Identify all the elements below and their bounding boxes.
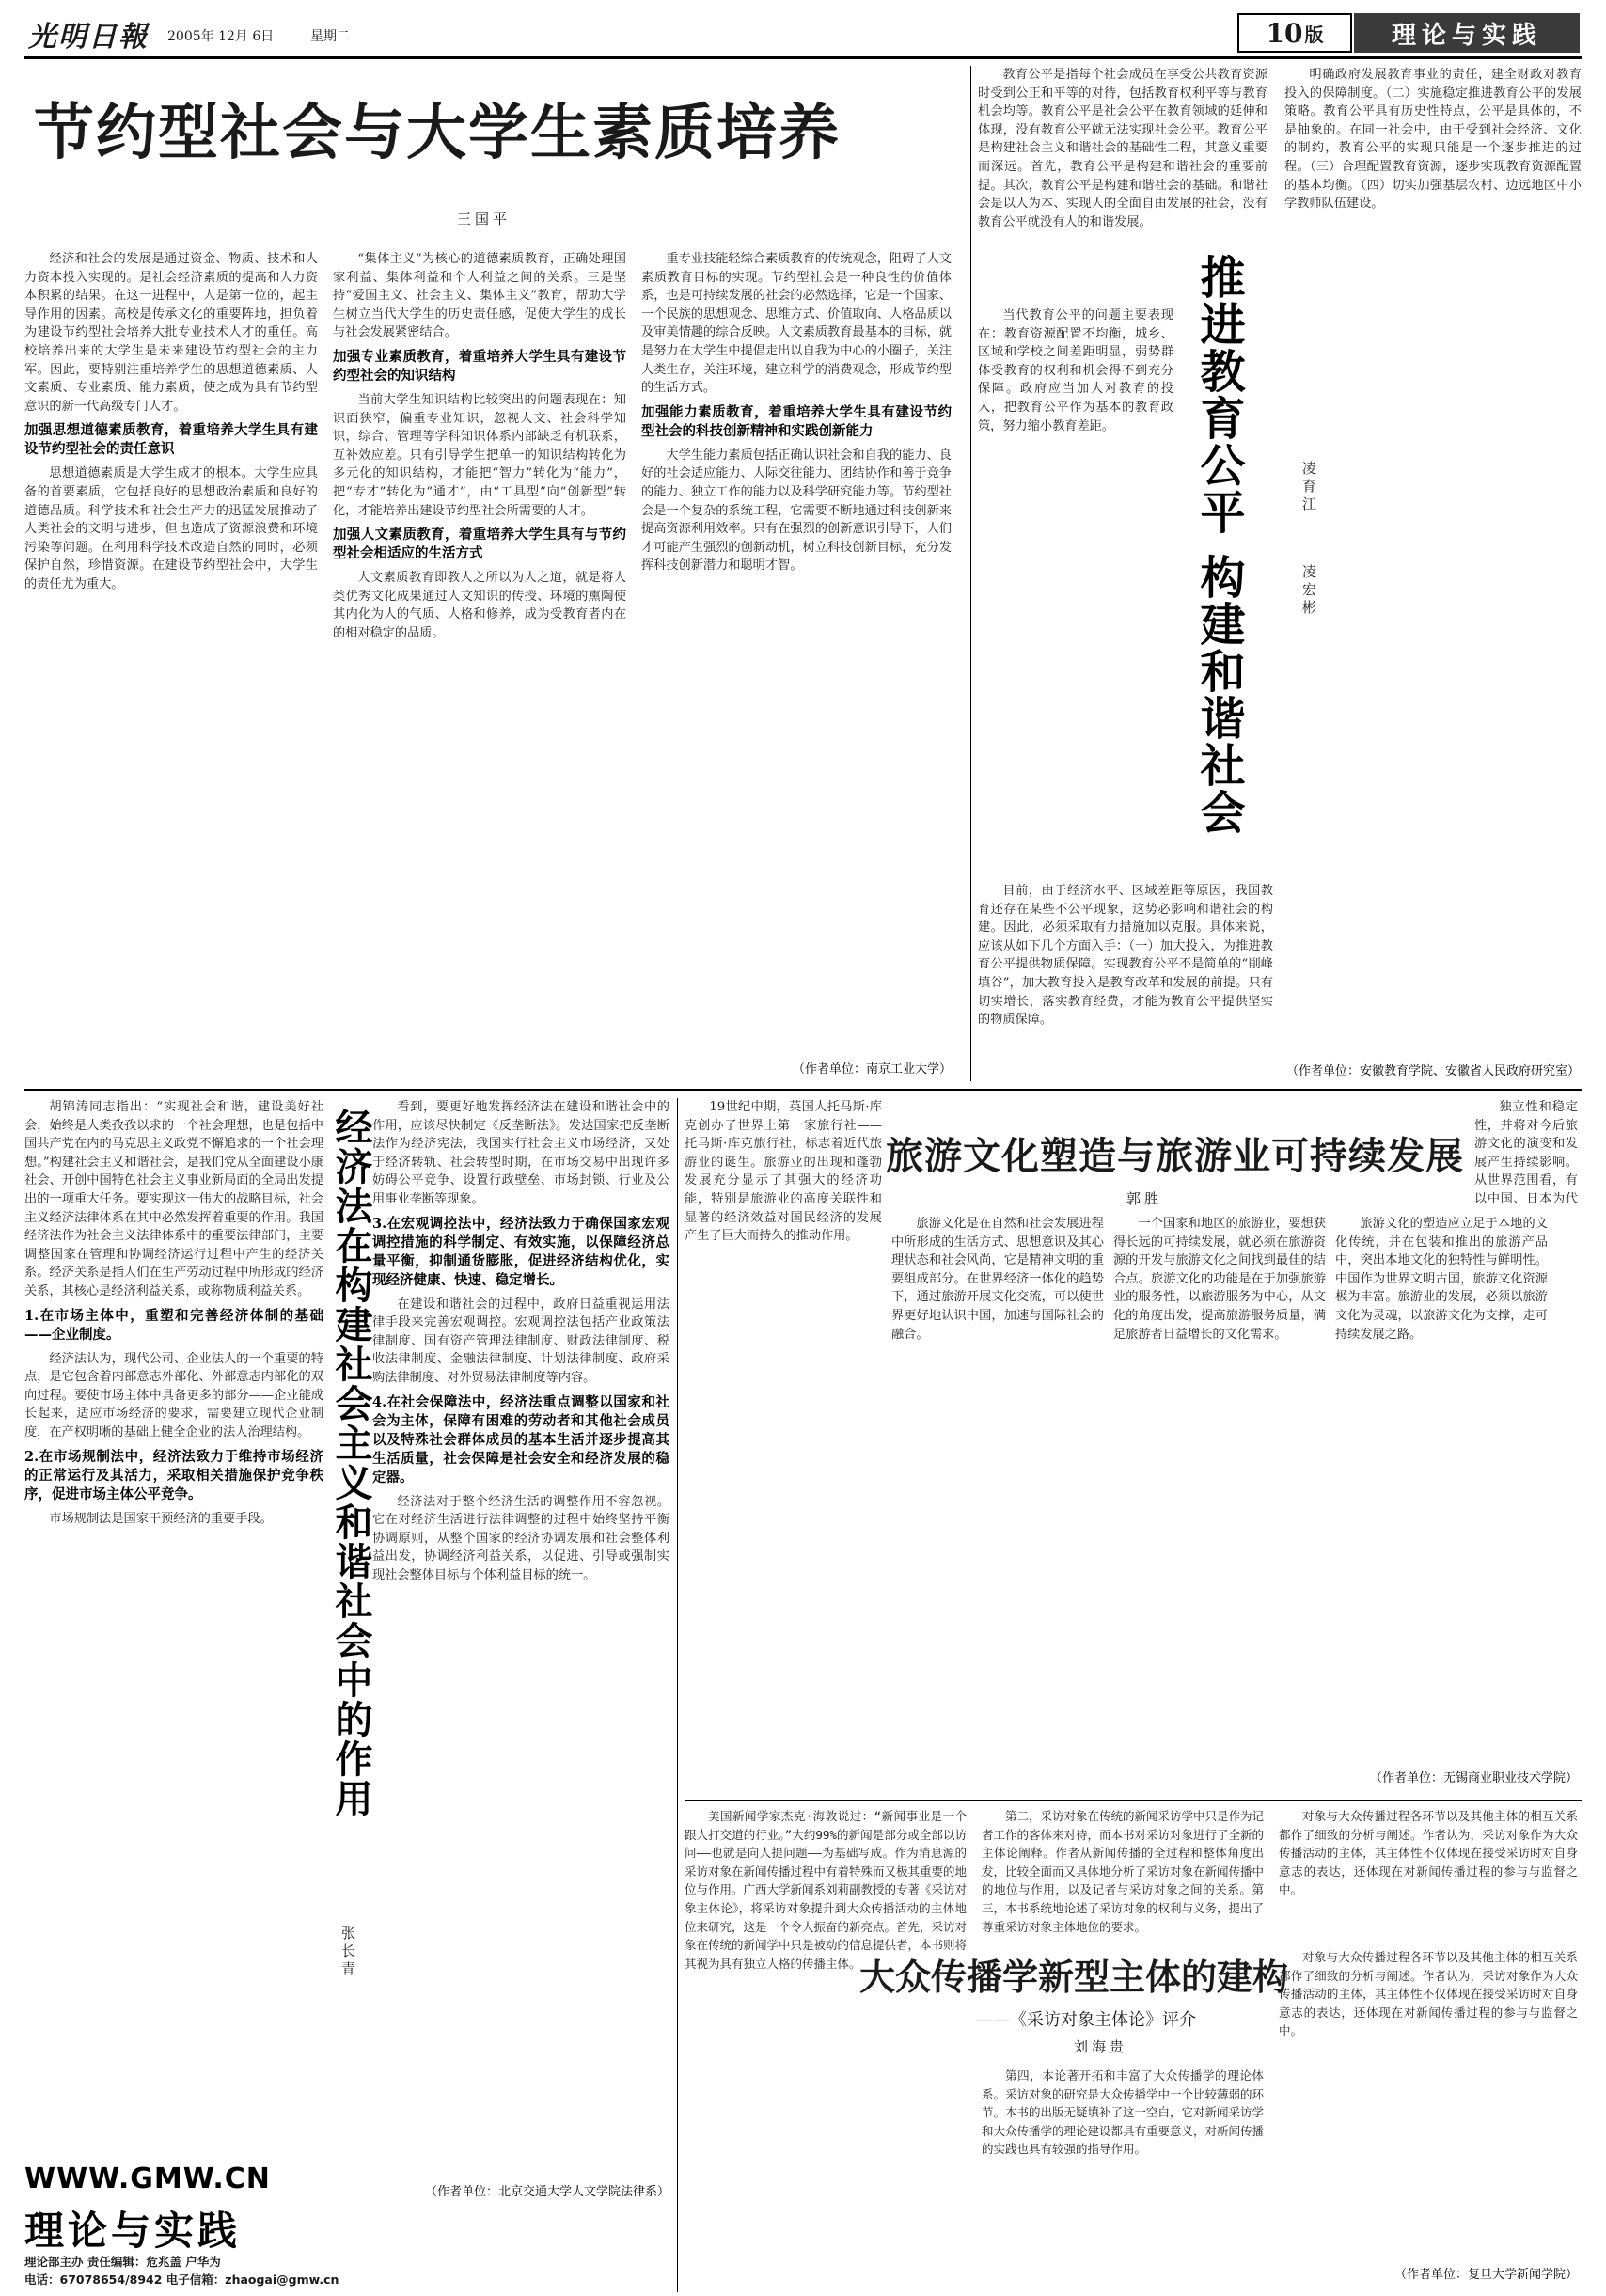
article-author: 凌宏彬 — [1300, 564, 1317, 618]
page-unit: 版 — [1304, 23, 1324, 46]
article-title: 推进教育公平 构建和谐社会 — [1192, 254, 1245, 836]
article-title: 大众传播学新型主体的建构 — [859, 1956, 1289, 1998]
paragraph: 教育公平是指每个社会成员在享受公共教育资源时受到公正和平等的对待，包括教育权利平等与教育机会均等。教育公平是社会公平在教育领域的延伸和体现，没有教育公平就无法实现社会公平。教育公平是构建社会主义和谐社会的基础性工程，其意义重要而深远。首先，教育公平是构建和谐社会的重要前提。其次，教育公平是构建和谐社会的基础。和谐社会是以人为本、实现人的全面自由发展的社会，没有教育公平就没有人的和谐发展。 — [978, 68, 1267, 229]
subheading: 3.在宏观调控法中，经济法致力于确保国家宏观调控措施的科学制定、有效实施，以保障经济总量平衡，抑制通货膨胀，促进经济结构优化，实现经济健康、快速、稳定增长。 — [372, 1215, 669, 1288]
paragraph: 第二，采访对象在传统的新闻采访学中只是作为记者工作的客体来对待，而本书对采访对象进行了全新的主体论阐释。作者从新闻传播的全过程和整体角度出发，比较全面而又具体地分析了采访对象在新闻传播中的地位与作用，以及记者与采访对象之间的关系。第三，本书系统地论述了采访对象的权利与义务，提出了尊重采访对象主体地位的要求。 — [982, 1809, 1264, 1934]
paragraph: 思想道德素质是大学生成才的根本。大学生应具备的首要素质，它包括良好的思想政治素质和良好的道德品质。科学技术和社会生产力的迅猛发展推动了人类社会的文明与进步，但也造成了资源浪费和环境污染等问题。在利用科学技术改造自然的同时，必须保护自然，珍惜资源。在建设节约型社会中，大学生的责任尤为重大。 — [24, 466, 318, 591]
article-tourism-culture — [685, 1098, 1582, 1794]
paragraph: 美国新闻学家杰克·海敦说过：“新闻事业是一个跟人打交道的行业。”大约99%的新闻是部分或全部以访问——也就是向人提问题——为基础写成。作为消息源的采访对象在新闻传播过程中有着特殊而又极其重要的地位与作用。广西大学新闻系刘莉副教授的专著《采访对象主体论》，将采访对象提升到大众传播活动的主体地位来研究，这是一个令人振奋的新亮点。首先，采访对象在传统的新闻学中只是被动的信息提供者，本书则将其视为具有独立人格的传播主体。 — [685, 1809, 967, 1971]
article-column — [372, 1098, 669, 2179]
article-column — [1474, 1098, 1578, 1209]
article-author: 郭胜 — [1126, 1190, 1163, 1207]
article-author: 刘海贵 — [1074, 2038, 1128, 2055]
article-column — [1335, 1215, 1548, 1760]
paragraph: 当前大学生知识结构比较突出的问题表现在：知识面狭窄，偏重专业知识，忽视人文、社会科学知识，综合、管理等学科知识体系内部缺乏有机联系，互补效应差。只有引导学生把单一的知识结构转化为多元化的知识结构，才能把“智力”转化为“能力”，把“专才”转化为“通才”，由“工具型”向“创新型”转化，才能培养出建设节约型社会所需要的人才。 — [333, 392, 626, 518]
paragraph: 明确政府发展教育事业的责任，建全财政对教育投入的保障制度。（二）实施稳定推进教育公平的发展策略。教育公平具有历史性特点，公平是具体的，不是抽象的。在同一社会中，由于受到社会经济、文化的制约，教育公平的实现只能是一个逐步推进的过程。（三）合理配置教育资源，逐步实现教育资源配置的基本均衡。（四）切实加强基层农村、边远地区中小学教师队伍建设。 — [1284, 68, 1582, 212]
paragraph: 看到，要更好地发挥经济法在建设和谐社会中的作用，应该尽快制定《反垄断法》。发达国家把反垄断法作为经济宪法，我国实行社会主义市场经济，又处于经济转轨、社会转型时期，在市场交易中出现许多妨碍公平竞争、设置行政壁垒、市场封锁、行业及公用事业垄断等现象。 — [372, 1100, 669, 1206]
subheading: 加强能力素质教育，着重培养大学生具有建设节约型社会的科技创新精神和实践创新能力 — [641, 403, 952, 439]
subheading: 2.在市场规制法中，经济法致力于维持市场经济的正常运行及其活力，采取相关措施保护竞争秩序，促进市场主体公平竞争。 — [24, 1448, 323, 1502]
article-column — [1284, 66, 1582, 1053]
paragraph: 重专业技能轻综合素质教育的传统观念，阻碍了人文素质教育目标的实现。节约型社会是一种良性的价值体系，也是可持续发展的社会的必然选择，它是一个国家、一个民族的思想观念、思维方式、价值取向、人格品质以及审美情趣的综合反映。人文素质教育最基本的目标，就是努力在大学生中提倡走出以自我为中心的小圈子，关注人类生存，关注环境，建立科学的消费观念，形成节约型的生活方式。 — [641, 252, 952, 396]
paragraph: 大学生能力素质包括正确认识社会和自我的能力、良好的社会适应能力、人际交往能力、团结协作和善于竞争的能力、独立工作的能力以及科学研究能力等。节约型社会是一个复杂的系统工程，它需要不断地通过科技创新来提高资源利用效率。只有在强烈的创新意识引导下，人们才可能产生强烈的创新动机，树立科技创新目标，充分发挥科技创新潜力和聪明才智。 — [641, 448, 952, 574]
author-affiliation: （作者单位：无锡商业职业技术学院） — [1369, 1771, 1578, 1785]
subheading: 1.在市场主体中，重塑和完善经济体制的基础——企业制度。 — [24, 1307, 323, 1343]
article-author: 王国平 — [457, 211, 512, 228]
paragraph: 经济和社会的发展是通过资金、物质、技术和人力资本投入实现的。是社会经济素质的提高和人力资本积累的结果。在这一进程中，人是第一位的，起主导作用的因素。高校是传承文化的重要阵地，担负着为建设节约型社会培养大批专业技术人才的重任。高校培养出来的大学生是未来建设节约型社会的主力军。因此，要特别注重培养学生的思想道德素质、人文素质、专业素质、能力素质，使之成为具有节约型意识的新一代高级专门人才。 — [24, 252, 318, 414]
column-divider — [970, 66, 971, 1081]
page-number: 10 — [1266, 17, 1303, 49]
paragraph: 人文素质教育即教人之所以为人之道，就是将人类优秀文化成果通过人文知识的传授、环境的熏陶使其内化为人的气质、人格和修养，成为受教育者内在的相对稳定的品质。 — [333, 571, 626, 640]
subheading: 加强人文素质教育，着重培养大学生具有与节约型社会相适应的生活方式 — [333, 527, 626, 562]
author-affiliation: （作者单位：安徽教育学院、安徽省人民政府研究室） — [1285, 1064, 1580, 1078]
article-title: 节约型社会与大学生素质培养 — [34, 98, 841, 168]
paragraph: 旅游文化是在自然和社会发展进程中所形成的生活方式、思想意识及其心理状态和社会风尚，它是精神文明的重要组成部分。在世界经济一体化的趋势下，通过旅游开展文化交流，可以使世界更好地认识中国，加速与国际社会的融合。 — [891, 1217, 1104, 1342]
article-mass-communication — [685, 1807, 1582, 2282]
article-column — [685, 1098, 882, 1785]
page-number-box — [1237, 13, 1352, 53]
paragraph: 对象与大众传播过程各环节以及其他主体的相互关系都作了细致的分析与阐述。作者认为，采访对象作为大众传播活动的主体，其主体性不仅体现在接受采访时对自身意志的表达，还体现在对新闻传播过程的参与与监督之中。 — [1279, 1809, 1578, 1897]
editor-line: 理论部主办 责任编辑：危兆盖 户华为 — [24, 2255, 221, 2269]
article-subtitle: ——《采访对象主体论》评介 — [976, 2010, 1196, 2030]
article-column — [641, 250, 952, 1049]
article-title: 经济法在构建社会主义和谐社会中的作用 — [329, 1108, 373, 1818]
article-column — [982, 2067, 1264, 2255]
paragraph: 独立性和稳定性，并将对今后旅游文化的演变和发展产生持续影响。从世界范围看，有以中国、日本为代 — [1474, 1100, 1578, 1206]
article-column — [333, 250, 626, 1077]
paragraph: 胡锦涛同志指出：“实现社会和谐，建设美好社会，始终是人类孜孜以求的一个社会理想，也是包括中国共产党在内的马克思主义政党不懈追求的一个社会理想。”构建社会主义和谐社会，是我们党从全面建设小康社会、开创中国特色社会主义事业新局面的全局出发提出的一项重大任务。要实现这一伟大的战略目标，社会主义经济法律体系在其中必然发挥着重要的作用。我国经济法作为社会主义法律体系中的重要法律部门，主要调整国家在管理和协调经济运行过程中产生的经济关系。经济关系是指人们在生产劳动过程中所形成的经济关系，其核心是经济利益关系，或称物质利益关系。 — [24, 1100, 323, 1298]
article-column — [685, 1807, 967, 2258]
website-banner: WWW.GMW.CN — [24, 2162, 271, 2195]
article-column — [982, 1807, 1264, 1939]
paragraph: 对象与大众传播过程各环节以及其他主体的相互关系都作了细致的分析与阐述。作者认为，采访对象作为大众传播活动的主体，其主体性不仅体现在接受采访时对自身意志的表达，还体现在对新闻传播过程的参与与监督之中。 — [1279, 1950, 1578, 2038]
subheading: 加强思想道德素质教育，着重培养大学生具有建设节约型社会的责任意识 — [24, 422, 318, 458]
article-column — [978, 882, 1273, 1061]
article-author: 凌育江 — [1300, 461, 1317, 514]
subheading: 加强专业素质教育，着重培养大学生具有建设节约型社会的知识结构 — [333, 348, 626, 384]
article-education-equity — [978, 66, 1582, 1081]
paragraph: 旅游文化的塑造应立足于本地的文化传统，并在包装和推出的旅游产品中，突出本地文化的独特性与鲜明性。中国作为世界文明古国，旅游文化资源极为丰富。旅游业的发展，必须以旅游文化为灵魂，以旅游文化为支撑，走可持续发展之路。 — [1335, 1217, 1548, 1342]
editor-info — [24, 2253, 673, 2290]
article-column — [1113, 1215, 1326, 1785]
article-column — [978, 307, 1173, 871]
article-author: 张长青 — [339, 1926, 356, 1979]
author-affiliation: （作者单位：南京工业大学） — [792, 1062, 952, 1077]
section-rule — [24, 1089, 1582, 1091]
paragraph: 经济法对于整个经济生活的调整作用不容忽视。它在对经济生活进行法律调整的过程中始终坚持平衡协调原则，从整个国家的经济协调发展和社会整体利益出发，协调经济利益关系，以促进、引导或强制实现社会整体目标与个体利益目标的统一。 — [372, 1494, 669, 1582]
paragraph: 在建设和谐社会的过程中，政府日益重视运用法律手段来完善宏观调控。宏观调控法包括产业政策法律制度、国有资产管理法律制度、财政法律制度、税收法律制度、金融法律制度、计划法律制度、政府采购法律制度、对外贸易法律制度等内容。 — [372, 1297, 669, 1385]
newspaper-logo: 光明日報 — [28, 21, 149, 54]
paragraph: 第四，本论著开拓和丰富了大众传播学的理论体系。采访对象的研究是大众传播学中一个比较薄弱的环节。本书的出版无疑填补了这一空白，它对新闻采访学和大众传播学的理论建设都具有重要意义，对新闻传播的实践也具有较强的指导作用。 — [982, 2068, 1264, 2157]
paragraph: 目前，由于经济水平、区域差距等原因，我国教育还存在某些不公平现象，这势必影响和谐社会的构建。因此，必须采取有力措施加以克服。具体来说，应该从如下几个方面入手：（一）加大投入，为推进教育公平提供物质保障。实现教育公平不是简单的“削峰填谷”，加大教育投入是教育改革和发展的前提。只有切实增长，落实教育经费，才能为教育公平提供坚实的物质保障。 — [978, 884, 1273, 1028]
author-affiliation: （作者单位：北京交通大学人文学院法律系） — [424, 2185, 669, 2199]
subheading: 4.在社会保障法中，经济法重点调整以国家和社会为主体，保障有困难的劳动者和其他社会成员以及特殊社会群体成员的基本生活并逐步提高其生活质量，社会保障是社会安全和经济发展的稳定器。 — [372, 1393, 669, 1486]
section-rule — [685, 1800, 1582, 1801]
masthead — [24, 9, 1582, 55]
contact-line: 电话：67078654/8942 电子信箱：zhaogai@gmw.cn — [24, 2272, 339, 2287]
paragraph: 一个国家和地区的旅游业，要想获得长远的可持续发展，就必须在旅游资源的开发与旅游文化之间找到最佳的结合点。旅游文化的功能是在于加强旅游业的服务性，以旅游服务为中心，从文化的角度出发，提高旅游服务质量，满足旅游者日益增长的文化需求。 — [1113, 1217, 1326, 1342]
footer-section-title: 理论与实践 — [24, 2208, 242, 2254]
article-column — [1279, 1807, 1578, 1939]
issue-date: 2005年 12月 6日 — [167, 29, 275, 44]
paragraph: 当代教育公平的问题主要表现在：教育资源配置不均衡，城乡、区域和学校之间差距明显，弱势群体受教育的权利和机会得不到充分保障。政府应当加大对教育的投入，把教育公平作为基本的教育政策，努力缩小教育差距。 — [978, 308, 1173, 433]
masthead-rule — [24, 56, 1582, 59]
author-affiliation: （作者单位：复旦大学新闻学院） — [1393, 2268, 1578, 2282]
article-thrift-society — [24, 66, 965, 1081]
section-banner-text: 理论与实践 — [1391, 21, 1542, 50]
paragraph: “集体主义”为核心的道德素质教育，正确处理国家利益、集体利益和个人利益之间的关系。三是坚持“爱国主义、社会主义、集体主义”教育，帮助大学生树立当代大学生的历史责任感，促使大学生的成长与社会发展紧密结合。 — [333, 252, 626, 340]
article-column — [24, 1098, 323, 2208]
paragraph: 经济法认为，现代公司、企业法人的一个重要的特点，是它包含着内部意志外部化、外部意志内部化的双向过程。要使市场主体中具备更多的部分——企业能成长起来，适应市场经济的要求，需要建立现代企业制度，在产权明晰的基础上健全企业的法人治理结构。 — [24, 1351, 323, 1439]
article-column — [891, 1215, 1104, 1785]
article-title: 旅游文化塑造与旅游业可持续发展 — [886, 1134, 1464, 1178]
paragraph: 19世纪中期，英国人托马斯·库克创办了世界上第一家旅行社——托马斯·库克旅行社，标志着近代旅游业的诞生。旅游业的出现和蓬勃发展充分显示了其强大的经济功能，特别是旅游业的高度关联性和显著的经济效益对国民经济的发展产生了巨大而持久的推动作用。 — [685, 1100, 882, 1244]
column-divider — [677, 1098, 678, 2292]
issue-weekday: 星期二 — [310, 29, 350, 44]
article-economic-law — [24, 1098, 673, 2217]
paragraph: 市场规制法是国家干预经济的重要手段。 — [49, 1511, 273, 1526]
section-banner — [1354, 13, 1580, 53]
article-column — [24, 250, 318, 1077]
article-column — [1279, 1948, 1578, 2230]
